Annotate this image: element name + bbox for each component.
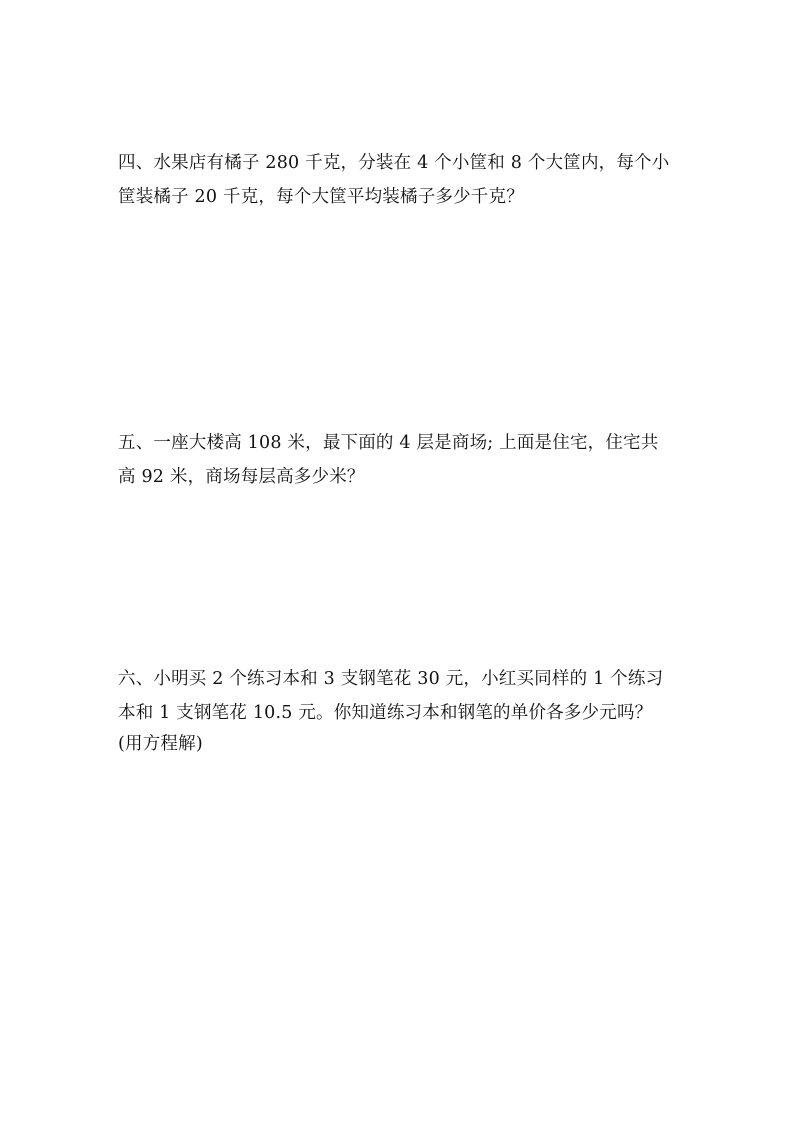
word-problem-6 [118, 662, 683, 758]
problem-6-line-1: 六、小明买 2 个练习本和 3 支钢笔花 30 元，小红买同样的 1 个练习 [118, 669, 664, 689]
problem-5-line-1: 五、一座大楼高 108 米，最下面的 4 层是商场; 上面是住宅，住宅共 [118, 433, 659, 453]
problem-6-line-3: (用方程解) [118, 734, 203, 754]
word-problem-5 [118, 426, 683, 494]
problem-4-line-2: 筐装橘子 20 千克，每个大筐平均装橘子多少千克？ [118, 187, 524, 207]
problem-6-line-2: 本和 1 支钢笔花 10.5 元。你知道练习本和钢笔的单价各多少元吗？ [118, 703, 653, 723]
problem-4-line-1: 四、水果店有橘子 280 千克，分装在 4 个小筐和 8 个大筐内，每个小 [118, 153, 670, 173]
problem-5-line-2: 高 92 米，商场每层高多少米？ [118, 467, 365, 487]
word-problem-4 [118, 146, 683, 214]
